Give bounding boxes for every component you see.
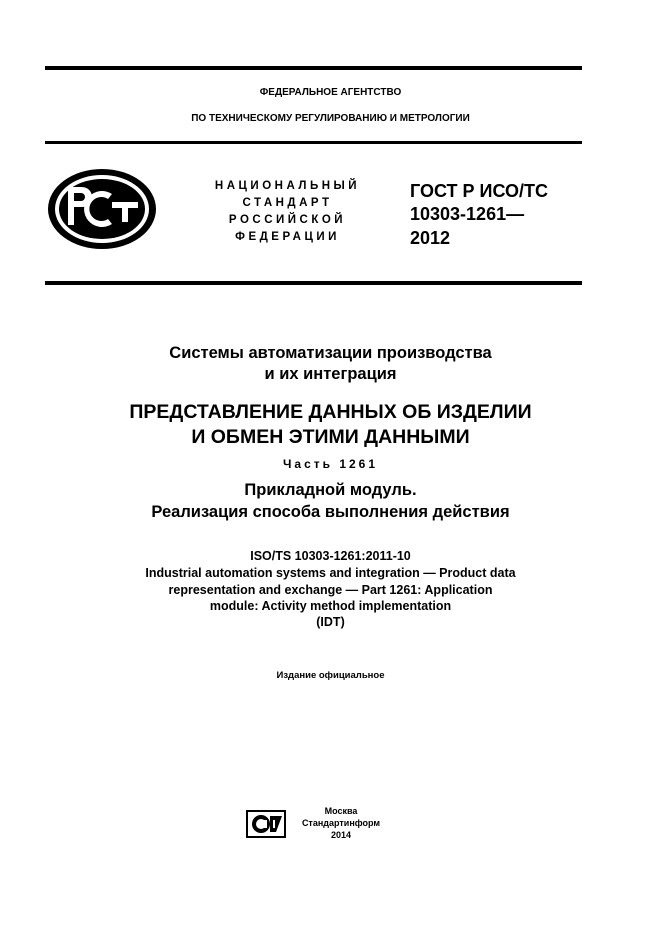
agency-line-2: ПО ТЕХНИЧЕСКОМУ РЕГУЛИРОВАНИЮ И МЕТРОЛОГИИ <box>191 113 470 124</box>
publisher-city: Москва <box>324 806 358 816</box>
iso-equivalence: (IDT) <box>316 615 345 629</box>
iso-title-line-1: Industrial automation systems and integration — Product data <box>145 566 516 580</box>
part-number: Часть 1261 <box>282 457 379 471</box>
agency-line-1: ФЕДЕРАЛЬНОЕ АГЕНТСТВО <box>259 87 402 98</box>
national-standard-line-3: РОССИЙСКОЙ <box>228 214 347 226</box>
publisher-year: 2014 <box>330 830 352 840</box>
designation-year: 2012 <box>410 228 451 248</box>
national-standard-line-2: СТАНДАРТ <box>242 197 333 209</box>
national-standard-line-1: НАЦИОНАЛЬНЫЙ <box>214 180 361 192</box>
iso-reference: ISO/TS 10303-1261:2011-10 <box>250 549 411 563</box>
header-rule-lower <box>45 281 582 285</box>
title-line-2: и их интеграция <box>264 365 397 383</box>
main-title-line-2: И ОБМЕН ЭТИМИ ДАННЫМИ <box>191 426 470 448</box>
edition-note: Издание официальное <box>276 670 385 681</box>
publisher-name: Стандартинформ <box>301 818 381 828</box>
iso-title-line-2: representation and exchange — Part 1261: Application <box>168 583 493 597</box>
title-line-1: Системы автоматизации производства <box>169 344 492 362</box>
iso-title-line-3: module: Activity method implementation <box>209 599 452 613</box>
standartinform-logo-icon <box>246 810 286 838</box>
subtitle-line-2: Реализация способа выполнения действия <box>151 503 510 521</box>
designation-line-2: 10303-1261— <box>410 204 525 224</box>
national-standard-line-4: ФЕДЕРАЦИИ <box>235 231 340 243</box>
rst-emblem-icon <box>46 167 158 251</box>
main-title-line-1: ПРЕДСТАВЛЕНИЕ ДАННЫХ ОБ ИЗДЕЛИИ <box>129 401 532 423</box>
top-rule <box>45 66 582 70</box>
subtitle-line-1: Прикладной модуль. <box>244 481 417 499</box>
header-rule-upper <box>45 141 582 144</box>
designation-line-1: ГОСТ Р ИСО/ТС <box>410 181 549 201</box>
